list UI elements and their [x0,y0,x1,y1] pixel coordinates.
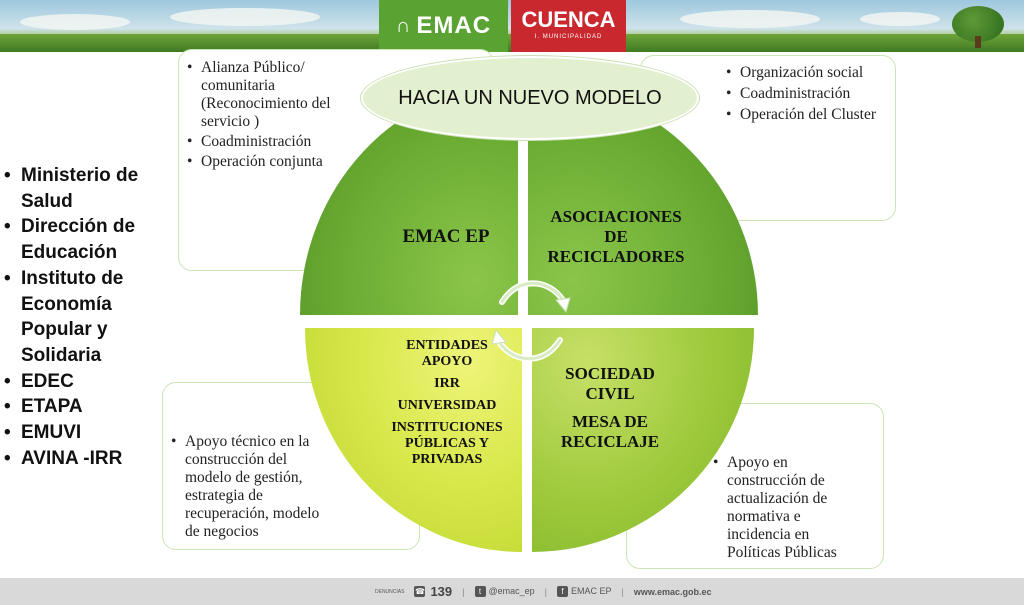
phone-icon: ☎ [414,587,425,596]
quadrant-label-line: MESA DE [571,412,649,431]
title-ellipse [361,56,699,140]
footer-bar [0,578,1024,605]
twitter-handle: @emac_ep [488,586,535,596]
list-item: • Coadministración [201,133,371,151]
list-item: • Apoyo en construcción de actualización de normativa e incidencia en Políticas Públicas [727,454,859,562]
separator: | [544,586,548,597]
facebook-link[interactable] [557,586,612,597]
quadrant-label-line: IRR [434,376,460,391]
quadrant-label [540,364,680,452]
box-recicladores-list [718,64,900,124]
quadrant-label-line: PRIVADAS [411,452,483,467]
website-link[interactable]: www.emac.gob.ec [633,586,712,597]
quadrant-label-line: ASOCIACIONES [550,207,682,226]
list-item: • Alianza Público/ comunitaria (Reconocimiento del servicio ) [201,59,371,131]
facebook-name: EMAC EP [571,586,612,596]
twitter-link[interactable] [475,586,535,597]
quadrant-label-line: RECICLAJE [560,432,660,451]
quadrant-label-line: SOCIEDAD [565,364,655,383]
list-item: • Ministerio de Salud [21,163,151,214]
cloud [20,14,130,30]
quadrant-label-line: DE [604,227,628,246]
list-item: • Apoyo técnico en la construcción del modelo de gestión, estrategia de recuperación, modelo de negocios [185,433,335,541]
tree-trunk [975,36,981,48]
cloud [860,12,940,26]
quadrant-label-line: RECICLADORES [547,247,685,266]
quadrant-label [536,207,696,267]
box-emac-ep-list [179,59,371,171]
quadrant-label-line: PÚBLICAS Y [405,436,489,451]
cuenca-logo-subtext: I. MUNICIPALIDAD [534,34,603,40]
denuncias-label: DENUNCIAS [375,588,405,595]
list-item: • ETAPA [21,394,151,420]
list-item: • Organización social [740,64,900,82]
cloud [170,8,320,26]
quadrant-label-line: UNIVERSIDAD [397,398,497,413]
cloud [680,10,820,28]
list-item: • Operación conjunta [201,153,371,171]
emac-mark-icon: ∩ [395,15,411,37]
quadrant-label-line: CIVIL [585,384,635,403]
separator: | [621,586,624,597]
facebook-icon: f [557,586,568,597]
emac-logo[interactable] [379,0,508,52]
list-item: • Coadministración [740,85,900,103]
diagram-title: HACIA UN NUEVO MODELO [398,86,662,109]
list-item: • Dirección de Educación [21,214,151,265]
separator: | [462,586,465,597]
header-banner [0,0,1024,52]
list-item: • EMUVI [21,420,151,446]
cuenca-logo[interactable] [511,0,626,52]
support-institutions-list [4,163,151,471]
twitter-icon: t [475,586,486,597]
cycle-arrows-icon [490,276,572,366]
footer-contacts [375,584,712,599]
emac-logo-text: EMAC [416,12,492,39]
list-item: • Instituto de Economía Popular y Solidaria [21,266,151,369]
quadrant-label-line: INSTITUCIONES [391,420,503,435]
box-entidades-apoyo-list [163,433,335,541]
cuenca-logo-text: CUENCA [521,7,616,32]
denuncias-phone[interactable]: 139 [430,584,453,599]
box-sociedad-civil-list [705,454,859,562]
quadrant-label-line: APOYO [421,354,473,369]
list-item: • EDEC [21,369,151,395]
list-item: • AVINA -IRR [21,446,151,472]
list-item: • Operación del Cluster [740,106,900,124]
quadrant-label: EMAC EP [402,226,490,247]
quadrant-label-line: ENTIDADES [406,338,488,353]
